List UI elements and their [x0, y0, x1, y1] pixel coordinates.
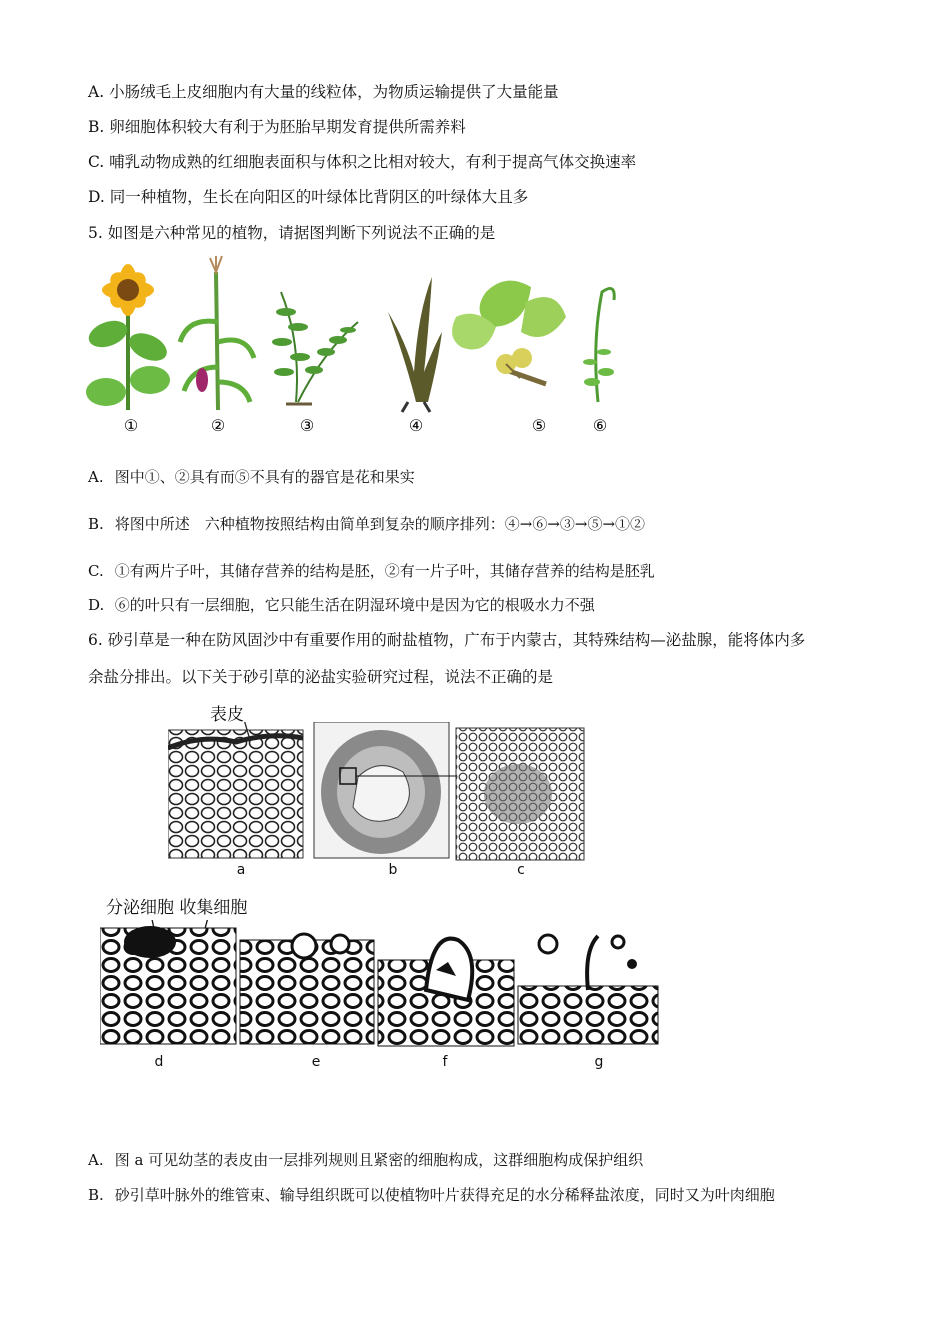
micrograph-b — [314, 722, 458, 858]
q5-option-c — [88, 561, 655, 581]
q4-option-a — [88, 82, 559, 102]
option-text: 图 a 可见幼茎的表皮由一层排列规则且紧密的细胞构成，这群细胞构成保护组织 — [114, 1151, 644, 1169]
fig-label-f: f — [442, 1054, 448, 1070]
micrograph-g — [518, 935, 658, 1044]
plant-label-4: ④ — [408, 416, 424, 435]
fig-label-c: c — [517, 862, 525, 878]
option-label: C. — [88, 562, 104, 580]
q4-option-c — [88, 152, 636, 172]
fern-illustration — [272, 292, 358, 404]
q6-stem-line1: 6. 砂引草是一种在防风固沙中有重要作用的耐盐植物，广布于内蒙古，其特殊结构—泌盐腺，能将体内多 — [88, 631, 806, 649]
option-text: 小肠绒毛上皮细胞内有大量的线粒体，为物质运输提供了大量能量 — [109, 83, 559, 101]
option-label: B. — [88, 118, 105, 136]
sunflower-illustration — [86, 264, 171, 410]
q5-option-d — [88, 595, 595, 615]
micrograph-d — [100, 926, 236, 1044]
option-text: ⑥的叶只有一层细胞，它只能生活在阴湿环境中是因为它的根吸水力不强 — [114, 596, 595, 614]
q4-option-d — [88, 187, 528, 207]
q6-option-a — [88, 1150, 643, 1170]
ginkgo-illustration — [452, 281, 566, 384]
micrograph-e — [240, 934, 374, 1044]
q5-option-b — [88, 514, 645, 534]
micrograph-f — [378, 939, 514, 1046]
option-text: 图中①、②具有而⑤不具有的器官是花和果实 — [114, 468, 415, 486]
seaweed-illustration — [388, 277, 442, 412]
option-text: 同一种植物，生长在向阳区的叶绿体比背阴区的叶绿体大且多 — [109, 188, 529, 206]
plant-label-3: ③ — [299, 416, 315, 435]
option-label: A. — [88, 83, 105, 101]
plant-label-5: ⑤ — [531, 416, 547, 435]
fig-label-d: d — [154, 1054, 164, 1070]
option-label: D. — [88, 188, 105, 206]
plant-label-1: ① — [123, 416, 139, 435]
fig-label-e: e — [311, 1054, 321, 1070]
q4-option-b — [88, 117, 466, 137]
stem-micrograph-row — [168, 722, 586, 862]
fig-label-b: b — [388, 862, 398, 878]
option-label: B. — [88, 515, 104, 533]
option-text: ①有两片子叶，其储存营养的结构是胚，②有一片子叶，其储存营养的结构是胚乳 — [114, 562, 655, 580]
q6-stem-line2: 余盐分排出。以下关于砂引草的泌盐实验研究过程，说法不正确的是 — [88, 668, 554, 686]
salt-gland-micrograph-row — [100, 920, 660, 1052]
corn-illustration — [180, 256, 254, 410]
option-text: 哺乳动物成熟的红细胞表面积与体积之比相对较大，有利于提高气体交换速率 — [109, 153, 637, 171]
option-label: A. — [88, 1151, 104, 1169]
epidermis-label: 表皮 — [210, 705, 244, 725]
micrograph-c — [456, 728, 584, 860]
option-text: 将图中所述 六种植物按照结构由简单到复杂的顺序排列：④→⑥→③→⑤→①② — [114, 515, 646, 533]
q5-option-a — [88, 467, 415, 487]
q5-stem: 5. 如图是六种常见的植物，请据图判断下列说法不正确的是 — [88, 224, 496, 242]
plants-figure — [86, 252, 646, 442]
option-label: C. — [88, 153, 105, 171]
fig-label-g: g — [594, 1054, 604, 1070]
option-label: D. — [88, 596, 105, 614]
option-text: 砂引草叶脉外的维管束、输导组织既可以使植物叶片获得充足的水分稀释盐浓度，同时又为叶肉细胞 — [114, 1186, 775, 1204]
option-label: A. — [88, 468, 104, 486]
micrograph-a — [168, 722, 303, 858]
fig-label-a: a — [236, 862, 246, 878]
plant-label-6: ⑥ — [592, 416, 608, 435]
moss-illustration — [583, 288, 614, 402]
secretory-collecting-cell-label: 分泌细胞 收集细胞 — [106, 898, 248, 918]
q6-option-b — [88, 1185, 775, 1205]
plant-label-2: ② — [210, 416, 226, 435]
option-label: B. — [88, 1186, 104, 1204]
option-text: 卵细胞体积较大有利于为胚胎早期发育提供所需养料 — [109, 118, 466, 136]
